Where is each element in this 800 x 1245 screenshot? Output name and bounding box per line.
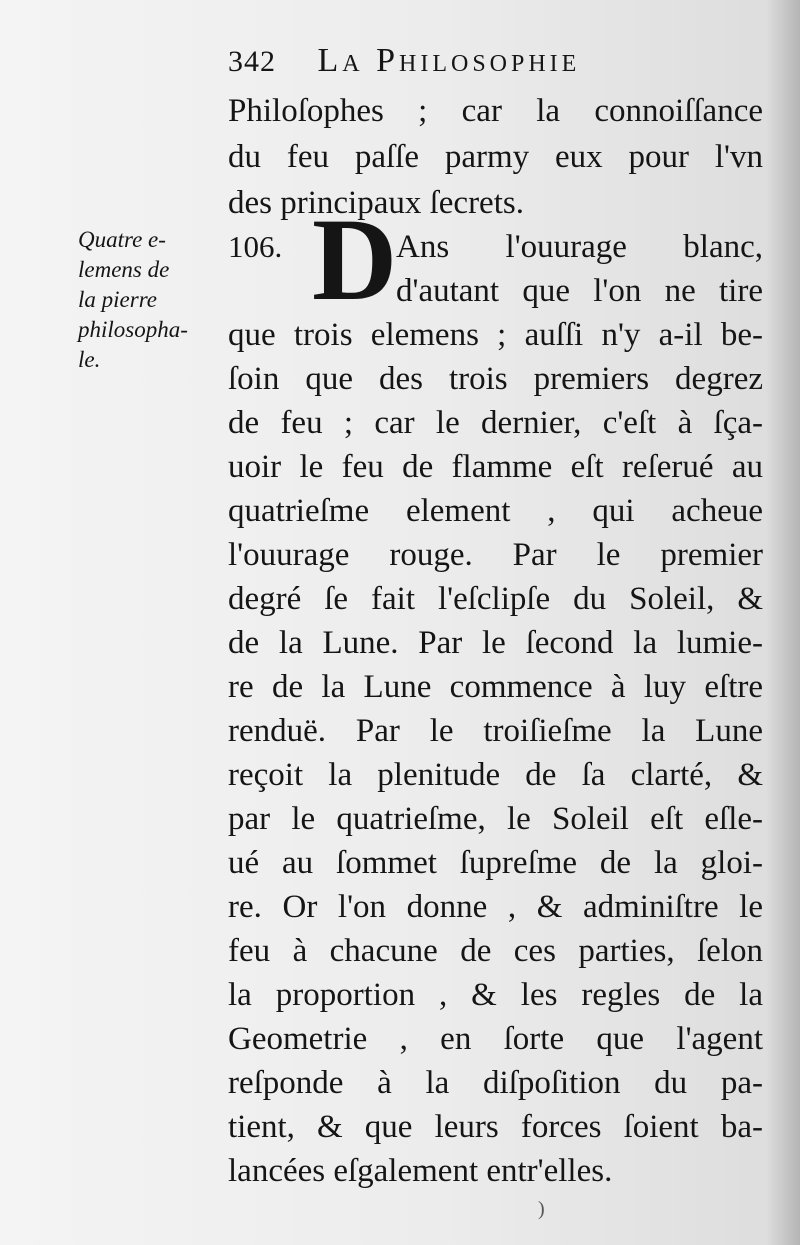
running-header <box>228 42 768 88</box>
text-line: lancées eſgalement entr'elles. <box>228 1153 613 1189</box>
text-line: re de la Lune commence à luy eſtre <box>228 669 763 705</box>
margin-note-line: philosopha- <box>78 317 188 342</box>
page-number: 342 <box>228 45 276 78</box>
text-line: des principaux ſecrets. <box>228 185 524 221</box>
page-edge-shadow <box>766 0 800 1245</box>
margin-note-line: Quatre e- <box>78 227 166 252</box>
text-line: la proportion , & les regles de la <box>228 977 763 1013</box>
margin-note-line: la pierre <box>78 287 157 312</box>
text-line: de la Lune. Par le ſecond la lumie- <box>228 625 763 661</box>
text-line: Geometrie , en ſorte que l'agent <box>228 1021 763 1057</box>
text-line: de feu ; car le dernier, c'eſt à ſça- <box>228 405 763 441</box>
text-line: que trois elemens ; auſſi n'y a-il be- <box>228 317 763 353</box>
text-line: reſponde à la diſpoſition du pa- <box>228 1065 763 1101</box>
text-line: ué au ſommet ſupreſme de la gloi- <box>228 845 763 881</box>
running-title: La Philosophie <box>317 42 581 79</box>
text-line: du feu paſſe parmy eux pour l'vn <box>228 139 763 175</box>
margin-note <box>78 225 218 375</box>
text-line: re. Or l'on donne , & adminiſtre le <box>228 889 763 925</box>
text-line: reçoit la plenitude de ſa clarté, & <box>228 757 763 793</box>
text-line: tient, & que leurs forces ſoient ba- <box>228 1109 763 1145</box>
text-line: quatrieſme element , qui acheue <box>228 493 763 529</box>
paragraph-number: 106. <box>228 229 283 264</box>
margin-note-line: le. <box>78 347 101 372</box>
text-line: l'ouurage rouge. Par le premier <box>228 537 763 573</box>
text-line: uoir le feu de flamme eſt reſerué au <box>228 449 763 485</box>
text-line: degré ſe fait l'eſclipſe du Soleil, & <box>228 581 763 617</box>
text-line: ſoin que des trois premiers degrez <box>228 361 763 397</box>
text-line: feu à chacune de ces parties, ſelon <box>228 933 763 969</box>
text-line: Ans l'ouurage blanc, <box>396 229 763 265</box>
bottom-mark: ) <box>538 1198 545 1220</box>
text-line: renduë. Par le troiſieſme la Lune <box>228 713 763 749</box>
text-line: d'autant que l'on ne tire <box>396 273 763 309</box>
drop-cap-initial: D <box>312 194 398 325</box>
text-line: par le quatrieſme, le Soleil eſt eſle- <box>228 801 763 837</box>
text-line: Philoſophes ; car la connoiſſance <box>228 93 763 129</box>
margin-note-line: lemens de <box>78 257 170 282</box>
